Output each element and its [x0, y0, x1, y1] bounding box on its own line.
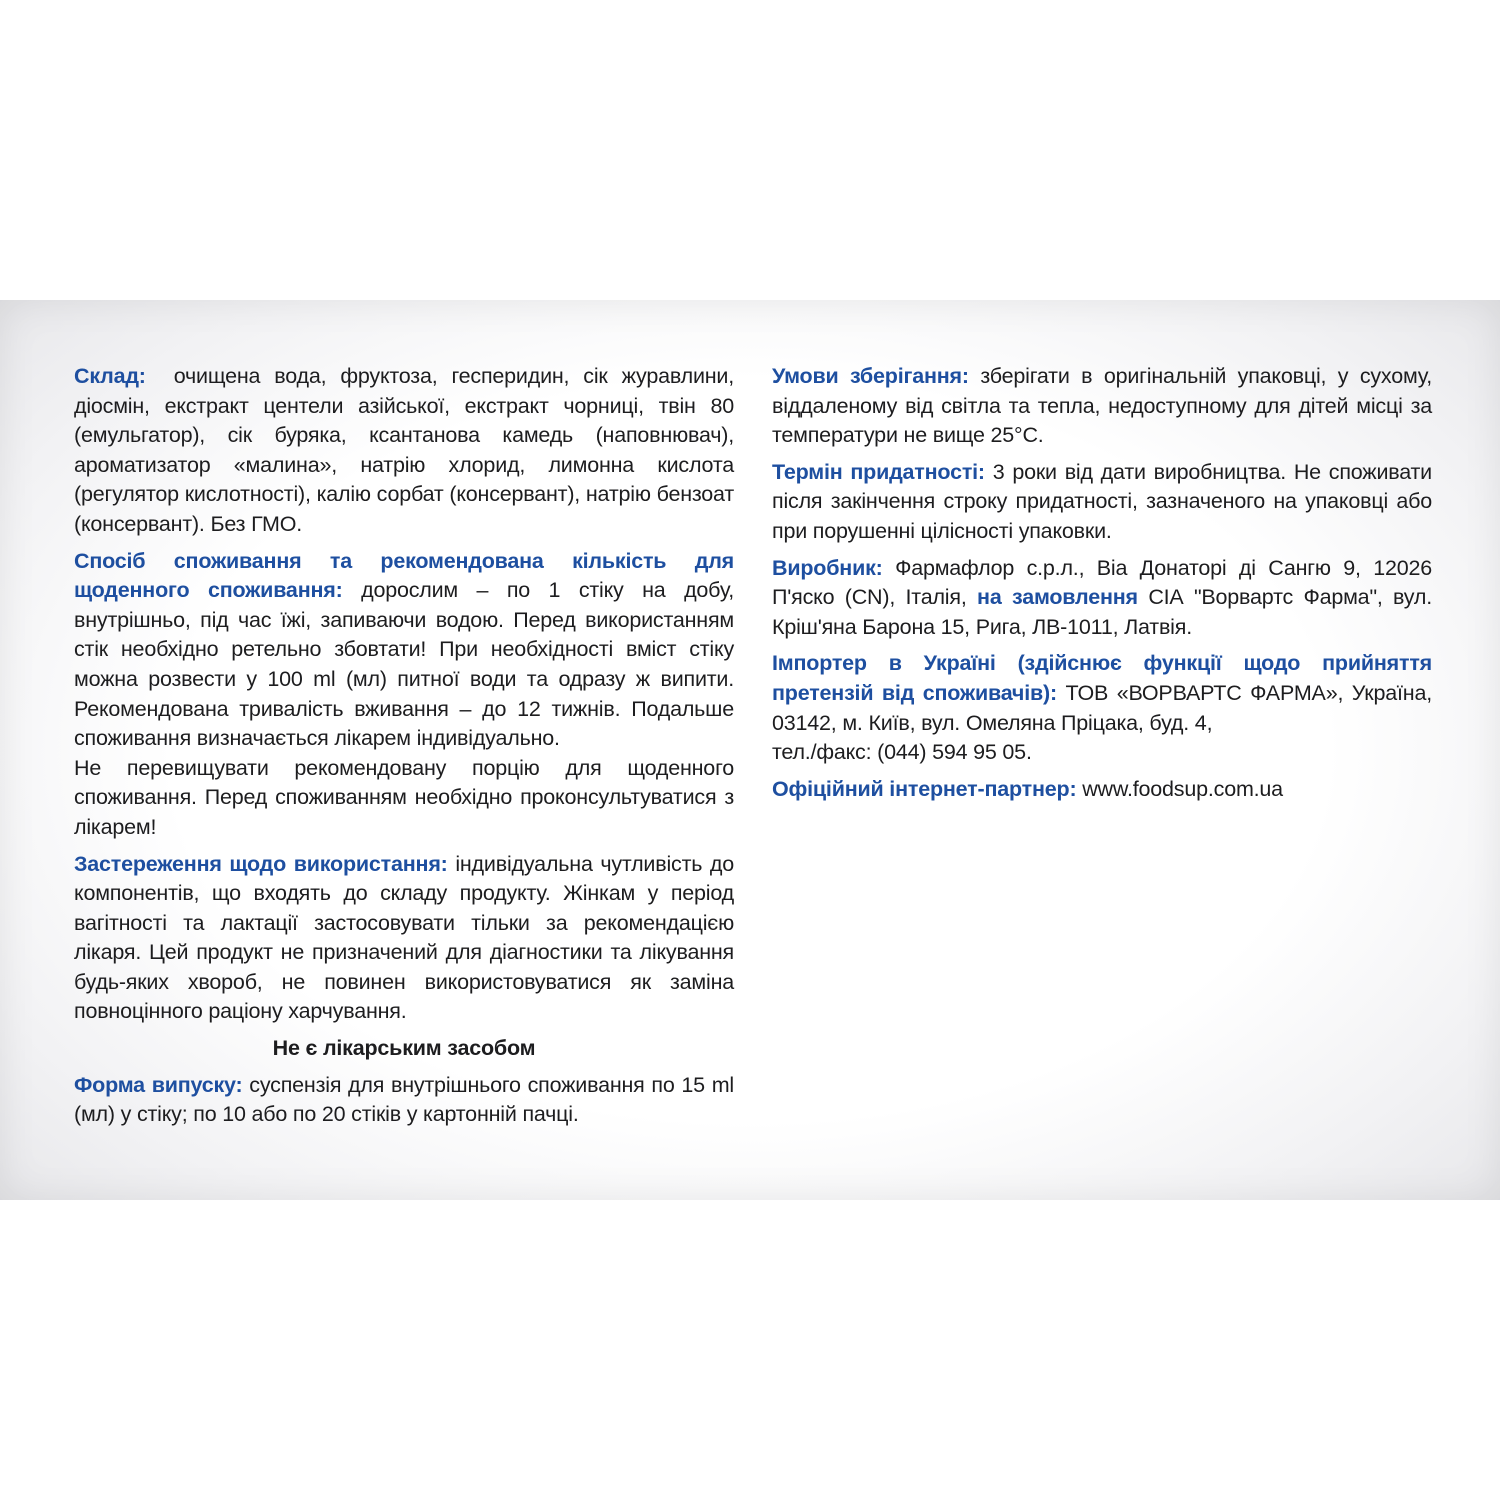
usage-heading: Спосіб споживання та рекомендована кількість для щоденного споживання:	[74, 548, 734, 603]
composition-text: очищена вода, фруктоза, гесперидин, сік журавлини, діосмін, екстракт центели азійської, екстракт чорниці, твін 80 (емульгатор), сік буряка, ксантанова камедь (наповнювач), ароматизатор «малина», натрію хлорид, лимонна кислота (регулятор кислотності), калію сорбат (консервант), натрію бензоат (консервант). Без ГМО.	[74, 364, 735, 536]
precautions-heading: Застереження щодо використання:	[74, 851, 448, 876]
usage-warning-text: Не перевищувати рекомендовану порцію для щоденного споживання. Перед споживанням необхідно проконсультуватися з лікарем!	[74, 755, 734, 839]
partner-heading: Офіційний інтернет-партнер:	[772, 776, 1077, 801]
release-form-heading: Форма випуску:	[74, 1072, 243, 1097]
left-column	[74, 362, 734, 1137]
partner-paragraph	[772, 775, 1432, 805]
product-label-panel	[0, 300, 1500, 1200]
order-heading: на замовлення	[977, 585, 1138, 610]
usage-text: дорослим – по 1 стіку на добу, внутрішньо, під час їжі, запиваючи водою. Перед використанням стік необхідно ретельно збовтати! При необхідності вміст стіку можна розвести у 100 ml (мл) питної води та одразу ж випити. Рекомендована тривалість вживання – до 12 тижнів. Подальше споживання визначається лікарем індивідуально.	[74, 578, 734, 751]
shelf-life-text: 3 роки від дати виробництва. Не споживати після закінчення строку придатності, зазначеного на упаковці або при порушенні цілісності упаковки.	[772, 459, 1432, 543]
importer-paragraph	[772, 649, 1432, 738]
composition-paragraph	[74, 362, 734, 540]
precautions-text: індивідуальна чутливість до компонентів, що входять до складу продукту. Жінкам у період вагітності та лактації застосовувати тільки за рекомендацією лікаря. Цей продукт не призначений для діагностики та лікування будь-яких хвороб, не повинен використовуватися як заміна повноцінного раціону харчування.	[74, 851, 735, 1024]
shelf-life-heading: Термін придатності:	[772, 459, 985, 484]
release-form-paragraph	[74, 1071, 734, 1130]
storage-text: зберігати в оригінальній упаковці, у сухому, віддаленому від світла та тепла, недоступному для дітей місці за температури не вище 25°С.	[772, 364, 1432, 448]
right-column	[772, 362, 1432, 811]
usage-warning	[74, 754, 734, 843]
manufacturer-heading: Виробник:	[772, 555, 883, 580]
not-medicine-notice: Не є лікарським засобом	[272, 1036, 536, 1061]
precautions-paragraph	[74, 850, 734, 1028]
storage-paragraph	[772, 362, 1432, 451]
shelf-life-paragraph	[772, 458, 1432, 547]
importer-text: ТОВ «ВОРВАРТС ФАРМА», Україна, 03142, м. Київ, вул. Омеляна Пріцака, буд. 4,	[772, 680, 1432, 735]
manufacturer-paragraph	[772, 554, 1432, 643]
importer-heading: Імпортер в Україні (здійснює функції щодо прийняття претензій від споживачів):	[772, 651, 1432, 705]
release-form-text: суспензія для внутрішнього споживання по 15 ml (мл) у стіку; по 10 або по 20 стіків у картонній пачці.	[74, 1072, 734, 1127]
storage-heading: Умови зберігання:	[772, 364, 969, 388]
composition-heading: Склад:	[74, 364, 146, 388]
importer-phone	[772, 738, 1432, 768]
manufacturer-text: Фармафлор с.р.л., Віа Донаторі ді Сангю 9, 12026 П'яско (CN), Італія,	[772, 555, 1432, 610]
importer-phone-text: тел./факс: (044) 594 95 05.	[772, 740, 1032, 765]
order-text: СІА "Ворвартс Фарма", вул. Кріш'яна Барона 15, Рига, ЛВ-1011, Латвія.	[772, 585, 1433, 639]
partner-url[interactable]: www.foodsup.com.ua	[1082, 776, 1283, 801]
usage-paragraph	[74, 547, 734, 754]
